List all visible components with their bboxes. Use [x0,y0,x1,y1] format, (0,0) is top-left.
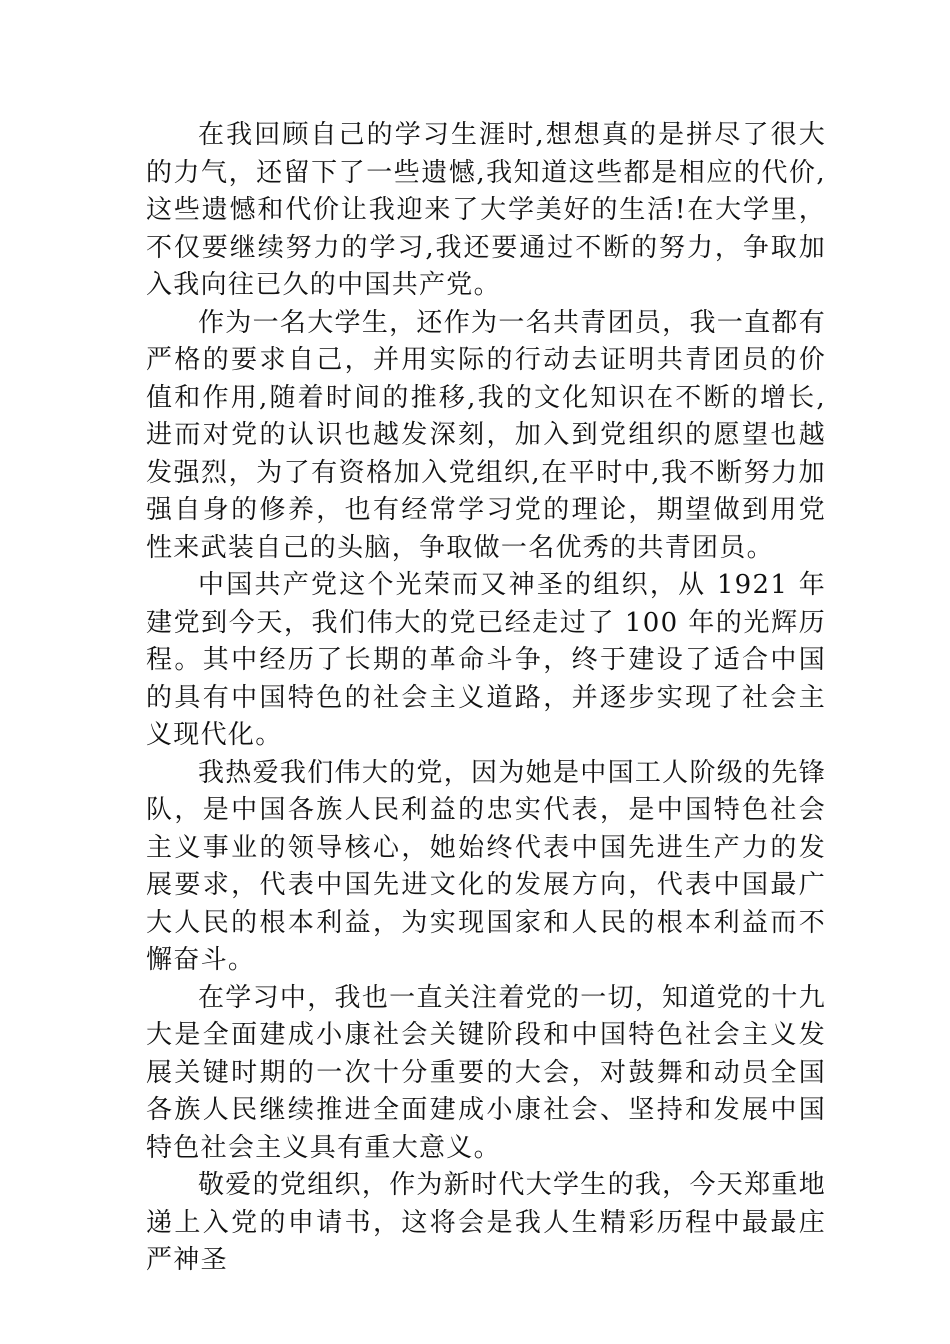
paragraph-6: 敬爱的党组织，作为新时代大学生的我，今天郑重地递上入党的申请书，这将会是我人生精彩历程中最最庄严神圣 [146,1170,826,1275]
document-body [146,117,826,1280]
paragraph-5: 在学习中，我也一直关注着党的一切，知道党的十九大是全面建成小康社会关键阶段和中国特色社会主义发展关键时期的一次十分重要的大会，对鼓舞和动员全国各族人民继续推进全面建成小康社会、坚持和发展中国特色社会主义具有重大意义。 [146,982,826,1163]
paragraph-4: 我热爱我们伟大的党，因为她是中国工人阶级的先锋队，是中国各族人民利益的忠实代表，是中国特色社会主义事业的领导核心，她始终代表中国先进生产力的发展要求，代表中国先进文化的发展方向，代表中国最广大人民的根本利益，为实现国家和人民的根本利益而不懈奋斗。 [146,757,826,975]
paragraph-1: 在我回顾自己的学习生涯时,想想真的是拼尽了很大的力气，还留下了一些遗憾,我知道这些都是相应的代价,这些遗憾和代价让我迎来了大学美好的生活!在大学里，不仅要继续努力的学习,我还要通过不断的努力，争取加入我向往已久的中国共产党。 [146,120,826,300]
paragraph-2: 作为一名大学生，还作为一名共青团员，我一直都有严格的要求自己，并用实际的行动去证明共青团员的价值和作用,随着时间的推移,我的文化知识在不断的增长,进而对党的认识也越发深刻，加入到党组织的愿望也越发强烈，为了有资格加入党组织,在平时中,我不断努力加强自身的修养，也有经常学习党的理论，期望做到用党性来武装自己的头脑，争取做一名优秀的共青团员。 [146,307,826,563]
paragraph-3: 中国共产党这个光荣而又神圣的组织，从 1921 年建党到今天，我们伟大的党已经走过了 100 年的光辉历程。其中经历了长期的革命斗争，终于建设了适合中国的具有中国特色的社会主义道路，并逐步实现了社会主义现代化。 [146,570,826,750]
